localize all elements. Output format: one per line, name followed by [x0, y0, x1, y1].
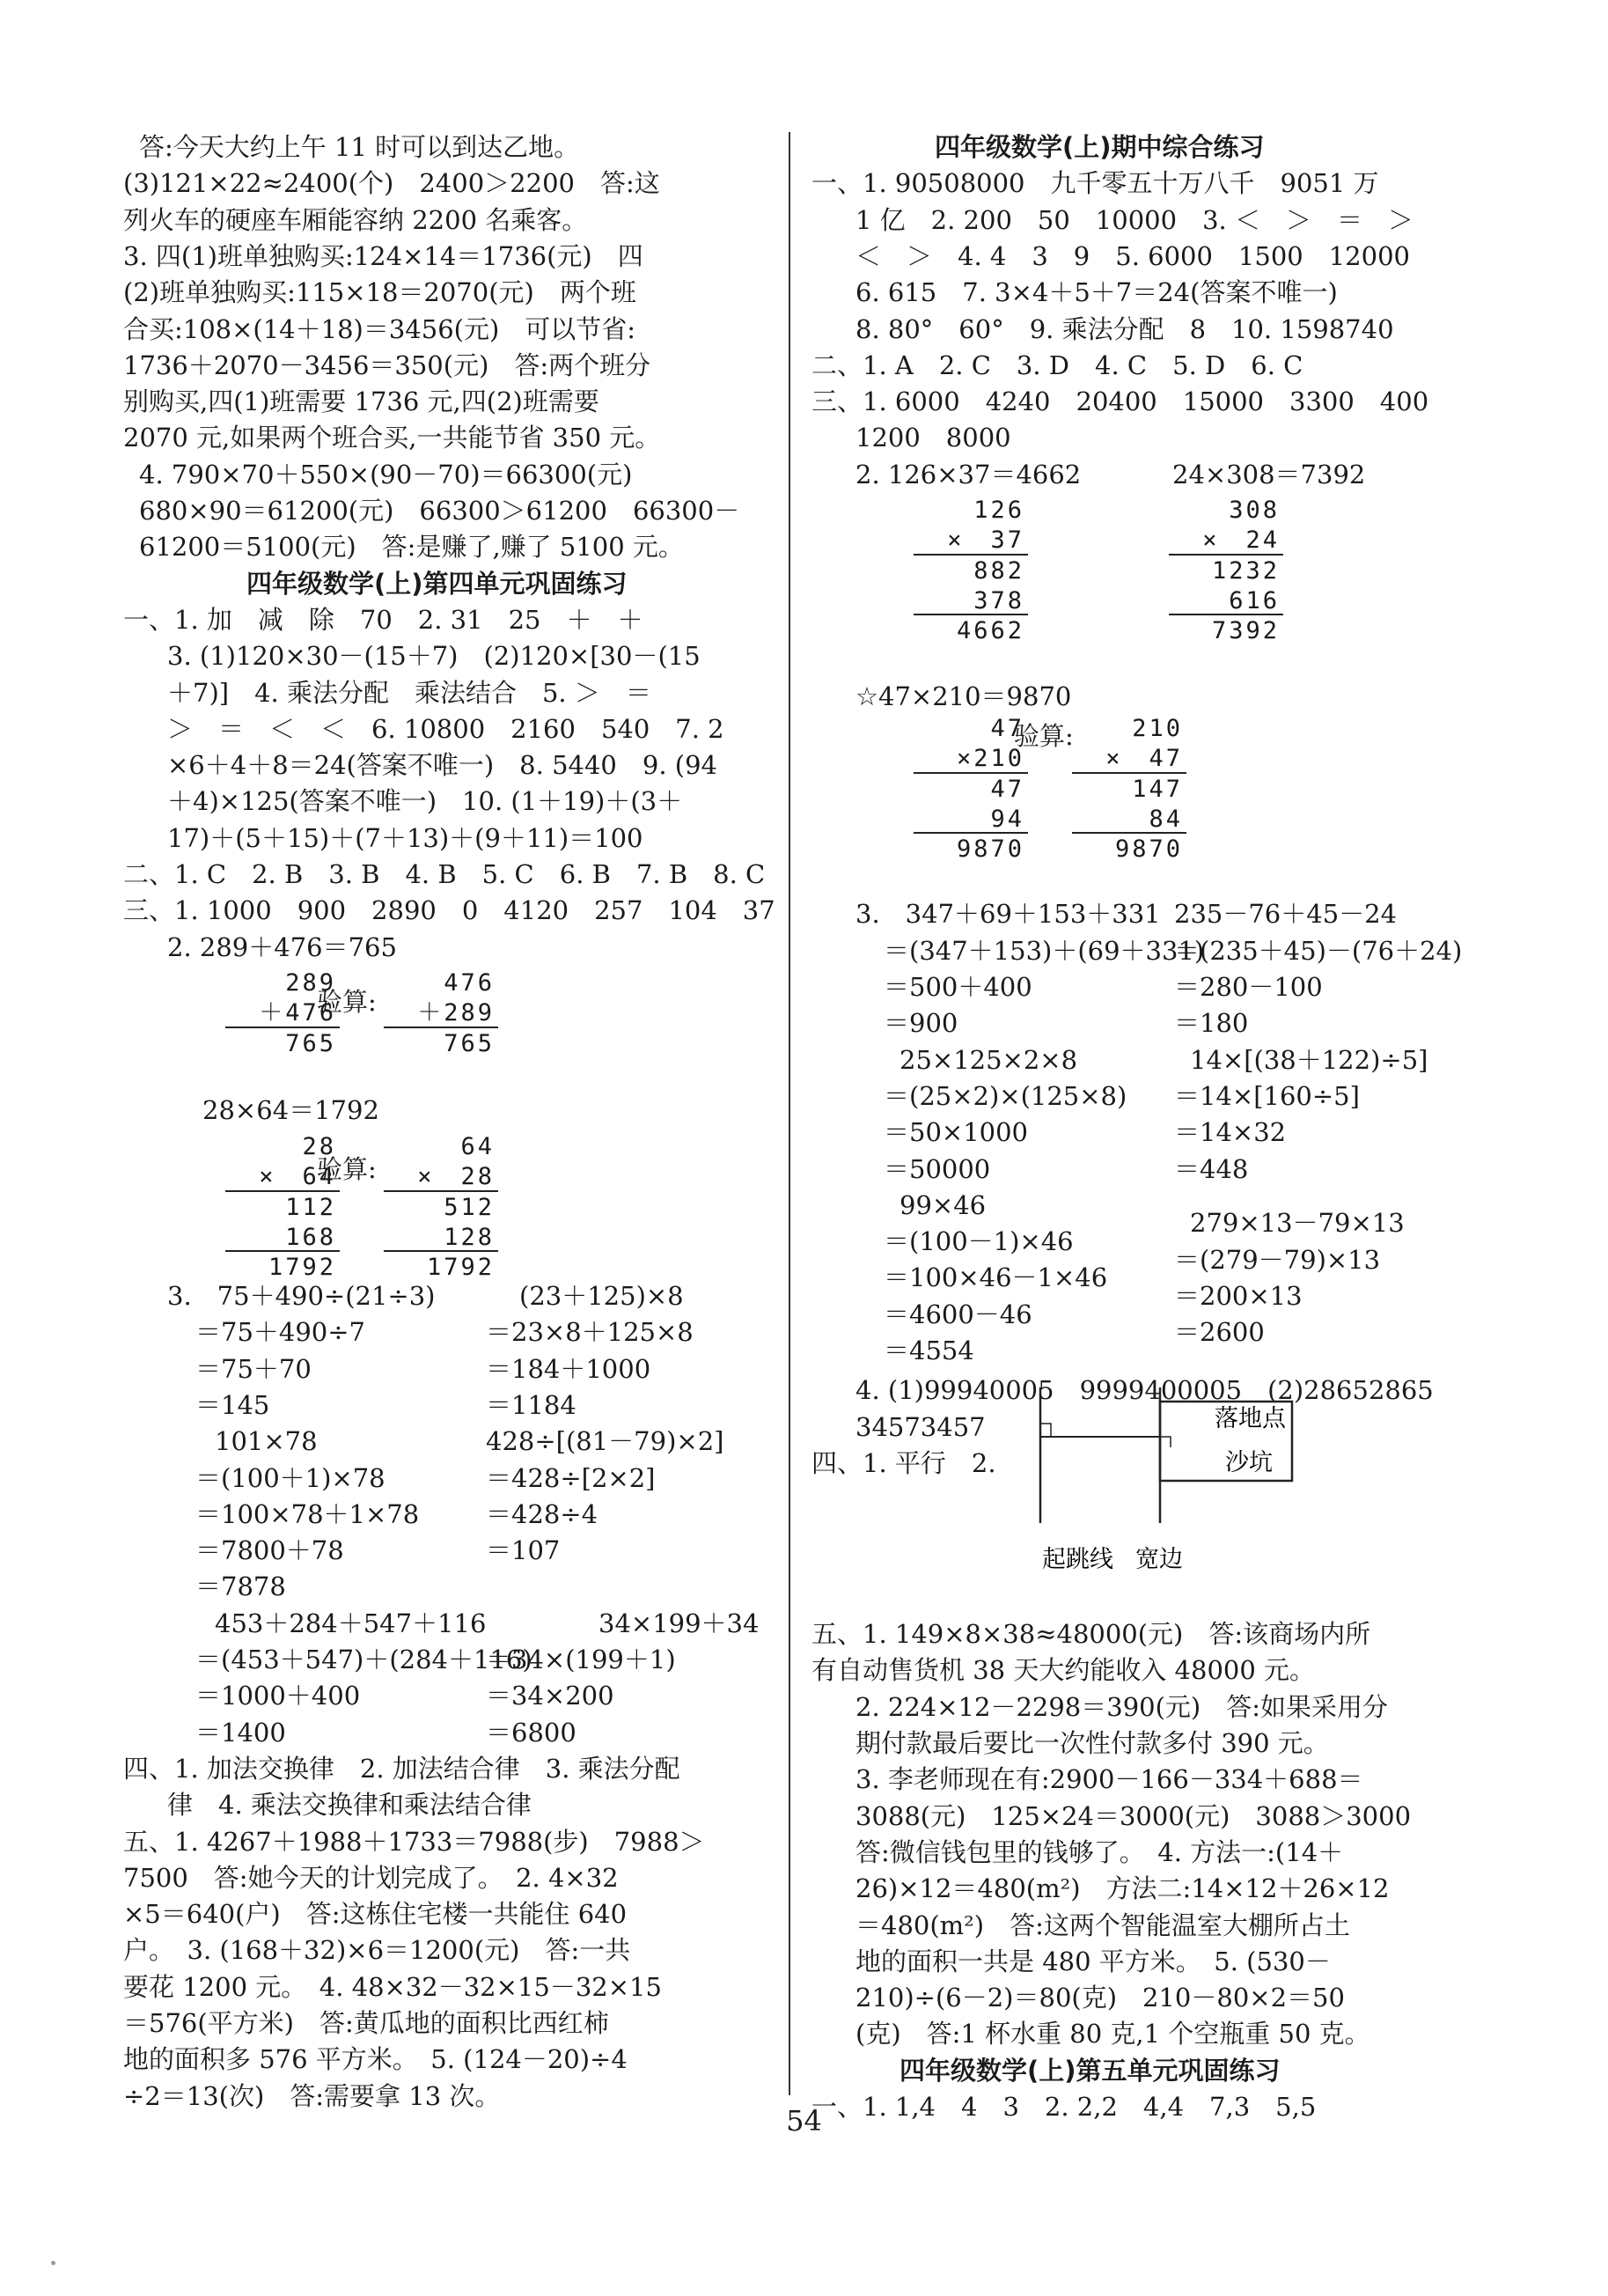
vertical-calc-row: 128	[444, 1224, 495, 1251]
text-line: 14×[(38＋122)÷5]	[1190, 1045, 1428, 1075]
text-line: 2. 224×12－2298＝390(元) 答:如果采用分	[855, 1692, 1388, 1722]
text-line: ＝(347＋153)＋(69＋331)	[884, 936, 1205, 966]
text-line: 五、1. 149×8×38≈48000(元) 答:该商场内所	[811, 1619, 1371, 1649]
vertical-calc-row: 1792	[426, 1254, 495, 1281]
text-line: ＝448	[1174, 1154, 1249, 1184]
vertical-calc-row: 378	[973, 587, 1024, 614]
label-sand-pit: 沙坑	[1225, 1449, 1273, 1476]
calc-rule	[384, 1190, 498, 1192]
vertical-calc-row: 4662	[956, 617, 1024, 644]
calc-rule	[914, 772, 1028, 774]
text-line: 24×308＝7392	[1172, 460, 1366, 489]
vertical-calc-row: 7392	[1211, 617, 1280, 644]
long-jump-diagram	[1030, 1382, 1311, 1585]
text-line: ＝576(平方米) 答:黄瓜地的面积比西红柿	[123, 2008, 609, 2038]
text-line: ＝428÷4	[486, 1499, 598, 1529]
text-line: ＝75＋70	[195, 1354, 312, 1384]
text-line: ＝7800＋78	[195, 1535, 344, 1565]
text-line: 地的面积多 576 平方米。 5. (124－20)÷4	[123, 2044, 628, 2074]
vertical-calc-row: × 28	[417, 1163, 495, 1190]
vertical-calc-row: 126	[973, 497, 1024, 524]
text-line: 3. 四(1)班单独购买:124×14＝1736(元) 四	[123, 241, 643, 271]
text-line: 合买:108×(14＋18)＝3456(元) 可以节省:	[123, 314, 636, 344]
text-line: 34×199＋34	[598, 1608, 760, 1638]
text-line: ＝(25×2)×(125×8)	[884, 1081, 1127, 1111]
vertical-calc-row: 616	[1229, 587, 1280, 614]
vertical-calc-row: 1232	[1211, 557, 1280, 585]
text-line: ＝7878	[195, 1571, 286, 1601]
text-line: ＝34×200	[486, 1681, 614, 1711]
text-line: 6. 615 7. 3×4＋5＋7＝24(答案不唯一)	[855, 277, 1338, 307]
text-line: ＝75＋490÷7	[195, 1317, 366, 1347]
text-line: ＞ ＝ ＜ ＜ 6. 10800 2160 540 7. 2	[167, 714, 724, 744]
verify-label: 验算:	[1014, 721, 1074, 751]
text-line: 235－76＋45－24	[1174, 899, 1398, 929]
text-line: 3. 75＋490÷(21÷3)	[167, 1281, 436, 1311]
calc-rule	[914, 614, 1028, 615]
text-line: 453＋284＋547＋116	[215, 1608, 487, 1638]
calc-rule	[1169, 614, 1283, 615]
text-line: 4. (1)99940005 9999400005 (2)28652865	[855, 1375, 1434, 1405]
vertical-calc-row: 47	[990, 715, 1024, 742]
calc-rule	[225, 1190, 340, 1192]
text-line: 地的面积一共是 480 平方米。 5. (530－	[855, 1946, 1331, 1976]
calc-rule	[225, 1027, 340, 1028]
text-line: (3)121×22≈2400(个) 2400＞2200 答:这	[123, 168, 660, 198]
text-line: 8. 80° 60° 9. 乘法分配 8 10. 1598740	[855, 314, 1394, 344]
text-line: 1 亿 2. 200 50 10000 3. ＜ ＞ ＝ ＞	[855, 205, 1413, 235]
text-line: 428÷[(81－79)×2]	[486, 1426, 724, 1456]
text-line: 1736＋2070－3456＝350(元) 答:两个班分	[123, 350, 651, 380]
scan-dot	[51, 2261, 55, 2265]
vertical-calc-row: 64	[460, 1133, 495, 1160]
text-line: ＋4)×125(答案不唯一) 10. (1＋19)＋(3＋	[167, 786, 683, 816]
vertical-calc-row: ＋476	[259, 999, 336, 1027]
text-line: ＝428÷[2×2]	[486, 1463, 656, 1493]
text-line: ＝14×[160÷5]	[1174, 1081, 1360, 1111]
vertical-calc-row: 210	[1132, 715, 1183, 742]
section-heading: 四年级数学(上)期中综合练习	[935, 132, 1265, 162]
text-line: 列火车的硬座车厢能容纳 2200 名乘客。	[123, 205, 588, 235]
text-line: ×6＋4＋8＝24(答案不唯一) 8. 5440 9. (94	[167, 750, 717, 780]
text-line: ＝(100＋1)×78	[195, 1463, 385, 1493]
text-line: ＝480(m²) 答:这两个智能温室大棚所占土	[855, 1910, 1350, 1940]
vertical-calc-row: 308	[1229, 497, 1280, 524]
verify-label: 验算:	[317, 987, 377, 1017]
right-angle-mark-2	[1160, 1437, 1171, 1447]
text-line: 3. 李老师现在有:2900－166－334＋688＝	[855, 1764, 1363, 1794]
text-line: 五、1. 4267＋1988＋1733＝7988(步) 7988＞	[123, 1827, 705, 1857]
text-line: 一、1. 90508000 九千零五十万八千 9051 万	[811, 168, 1379, 198]
text-line: ＋7)] 4. 乘法分配 乘法结合 5. ＞ ＝	[167, 678, 651, 708]
calc-rule	[1169, 554, 1283, 556]
label-takeoff-line: 起跳线	[1042, 1546, 1113, 1573]
text-line: 律 4. 乘法交换律和乘法结合律	[167, 1790, 532, 1820]
calc-rule	[384, 1250, 498, 1252]
text-line: ＝1400	[195, 1718, 286, 1748]
calc-rule	[225, 1250, 340, 1252]
text-line: 1200 8000	[855, 423, 1011, 453]
vertical-calc-row: 84	[1149, 806, 1183, 833]
vertical-calc-row: 882	[973, 557, 1024, 585]
text-line: 61200＝5100(元) 答:是赚了,赚了 5100 元。	[139, 532, 684, 562]
text-line: 4. 790×70＋550×(90－70)＝66300(元)	[139, 460, 633, 489]
text-line: ＝184＋1000	[486, 1354, 651, 1384]
vertical-calc-row: 47	[990, 776, 1024, 803]
vertical-calc-row: 168	[285, 1224, 336, 1251]
text-line: ＝34×(199＋1)	[486, 1645, 676, 1674]
text-line: 二、1. C 2. B 3. B 4. B 5. C 6. B 7. B 8. C	[123, 859, 766, 889]
text-line: 2. 289＋476＝765	[167, 932, 397, 962]
text-line: 279×13－79×13	[1190, 1208, 1405, 1238]
text-line: 四、1. 平行 2.	[811, 1448, 996, 1478]
text-line: ＝200×13	[1174, 1281, 1303, 1311]
text-line: 34573457	[855, 1412, 986, 1442]
text-line: (23＋125)×8	[519, 1281, 684, 1311]
text-line: 户。 3. (168＋32)×6＝1200(元) 答:一共	[123, 1935, 631, 1965]
text-line: 2. 126×37＝4662	[855, 460, 1082, 489]
text-line: 3. (1)120×30－(15＋7) (2)120×[30－(15	[167, 641, 701, 671]
text-line: 答:今天大约上午 11 时可以到达乙地。	[139, 132, 580, 162]
label-landing-point: 落地点	[1215, 1405, 1286, 1432]
text-line: 四、1. 加法交换律 2. 加法结合律 3. 乘法分配	[123, 1754, 680, 1784]
text-line: 3088(元) 125×24＝3000(元) 3088＞3000	[855, 1801, 1412, 1831]
text-line: ＝(279－79)×13	[1174, 1245, 1381, 1275]
text-line: ＝50×1000	[884, 1117, 1029, 1147]
text-line: 17)＋(5＋15)＋(7＋13)＋(9＋11)＝100	[167, 823, 643, 853]
text-line: ＝4600－46	[884, 1299, 1032, 1329]
text-line: ＝6800	[486, 1718, 576, 1748]
page-number: 54	[786, 2104, 822, 2138]
text-line: 28×64＝1792	[202, 1095, 379, 1125]
text-line: ＝1000＋400	[195, 1681, 361, 1711]
text-line: 25×125×2×8	[899, 1045, 1078, 1075]
text-line: ＝500＋400	[884, 972, 1032, 1002]
text-line: ＝(453＋547)＋(284＋116)	[195, 1645, 532, 1674]
text-line: 答:微信钱包里的钱够了。 4. 方法一:(14＋	[855, 1837, 1344, 1867]
text-line: ÷2＝13(次) 答:需要拿 13 次。	[123, 2081, 501, 2111]
text-line: 期付款最后要比一次性付款多付 390 元。	[855, 1728, 1329, 1758]
text-line: ＝100×46－1×46	[884, 1262, 1108, 1292]
text-line: 有自动售货机 38 天大约能收入 48000 元。	[811, 1655, 1316, 1685]
text-line: 二、1. A 2. C 3. D 4. C 5. D 6. C	[811, 350, 1303, 380]
text-line: ＝100×78＋1×78	[195, 1499, 420, 1529]
label-width-side: 宽边	[1135, 1546, 1183, 1573]
text-line: 三、1. 1000 900 2890 0 4120 257 104 37	[123, 895, 775, 925]
text-line: 三、1. 6000 4240 20400 15000 3300 400	[811, 386, 1429, 416]
text-line: ☆47×210＝9870	[855, 681, 1072, 711]
text-line: ＝1184	[486, 1390, 576, 1420]
text-line: (克) 答:1 杯水重 80 克,1 个空瓶重 50 克。	[855, 2019, 1370, 2049]
calc-rule	[1072, 832, 1186, 834]
calc-rule	[384, 1027, 498, 1028]
text-line: ＝900	[884, 1008, 958, 1038]
verify-label: 验算:	[317, 1154, 377, 1184]
text-line: ＝180	[1174, 1008, 1249, 1038]
text-line: ＝(235＋45)－(76＋24)	[1174, 936, 1463, 966]
vertical-calc-row: 289	[285, 969, 336, 997]
vertical-calc-row: 9870	[956, 835, 1024, 863]
text-line: 99×46	[899, 1190, 987, 1220]
text-line: 2070 元,如果两个班合买,一共能节省 350 元。	[123, 423, 661, 453]
text-line: (2)班单独购买:115×18＝2070(元) 两个班	[123, 277, 636, 307]
vertical-calc-row: 476	[444, 969, 495, 997]
vertical-calc-row: 94	[990, 806, 1024, 833]
text-line: 680×90＝61200(元) 66300＞61200 66300－	[139, 496, 740, 526]
text-line: ＝23×8＋125×8	[486, 1317, 694, 1347]
vertical-calc-row: 9870	[1114, 835, 1183, 863]
vertical-calc-row: 1792	[268, 1254, 336, 1281]
section-heading: 四年级数学(上)第五单元巩固练习	[899, 2056, 1281, 2086]
text-line: ×5＝640(户) 答:这栋住宅楼一共能住 640	[123, 1899, 628, 1929]
text-line: ＝(100－1)×46	[884, 1226, 1074, 1256]
vertical-calc-row: 765	[285, 1030, 336, 1057]
text-line: ＜ ＞ 4. 4 3 9 5. 6000 1500 12000	[855, 241, 1410, 271]
vertical-calc-row: ＋289	[417, 999, 495, 1027]
vertical-calc-row: × 24	[1202, 526, 1280, 554]
vertical-calc-row: × 47	[1105, 745, 1183, 772]
text-line: ＝145	[195, 1390, 270, 1420]
text-line: ＝2600	[1174, 1317, 1265, 1347]
text-line: 26)×12＝480(m²) 方法二:14×12＋26×12	[855, 1873, 1390, 1903]
vertical-calc-row: × 37	[947, 526, 1024, 554]
calc-rule	[914, 554, 1028, 556]
calc-rule	[1072, 772, 1186, 774]
text-line: 3. 347＋69＋153＋331	[855, 899, 1161, 929]
vertical-calc-row: 512	[444, 1194, 495, 1221]
vertical-calc-row: × 64	[259, 1163, 336, 1190]
text-line: 101×78	[215, 1426, 318, 1456]
text-line: ＝50000	[884, 1154, 991, 1184]
text-line: 别购买,四(1)班需要 1736 元,四(2)班需要	[123, 386, 599, 416]
vertical-calc-row: 765	[444, 1030, 495, 1057]
text-line: 一、1. 加 减 除 70 2. 31 25 ＋ ＋	[123, 605, 643, 635]
right-angle-mark	[1040, 1424, 1051, 1437]
text-line: ＝280－100	[1174, 972, 1323, 1002]
text-line: 7500 答:她今天的计划完成了。 2. 4×32	[123, 1863, 619, 1893]
vertical-calc-row: 147	[1132, 776, 1183, 803]
vertical-calc-row: ×210	[956, 745, 1024, 772]
calc-rule	[914, 832, 1028, 834]
text-line: 一、1. 1,4 4 3 2. 2,2 4,4 7,3 5,5	[811, 2092, 1317, 2122]
column-divider	[789, 132, 790, 2095]
text-line: ＝107	[486, 1535, 561, 1565]
text-line: ＝4554	[884, 1336, 974, 1365]
text-line: 要花 1200 元。 4. 48×32－32×15－32×15	[123, 1972, 662, 2002]
text-line: 210)÷(6－2)＝80(克) 210－80×2＝50	[855, 1983, 1345, 2013]
vertical-calc-row: 28	[302, 1133, 336, 1160]
section-heading: 四年级数学(上)第四单元巩固练习	[246, 569, 628, 599]
text-line: ＝14×32	[1174, 1117, 1287, 1147]
vertical-calc-row: 112	[285, 1194, 336, 1221]
